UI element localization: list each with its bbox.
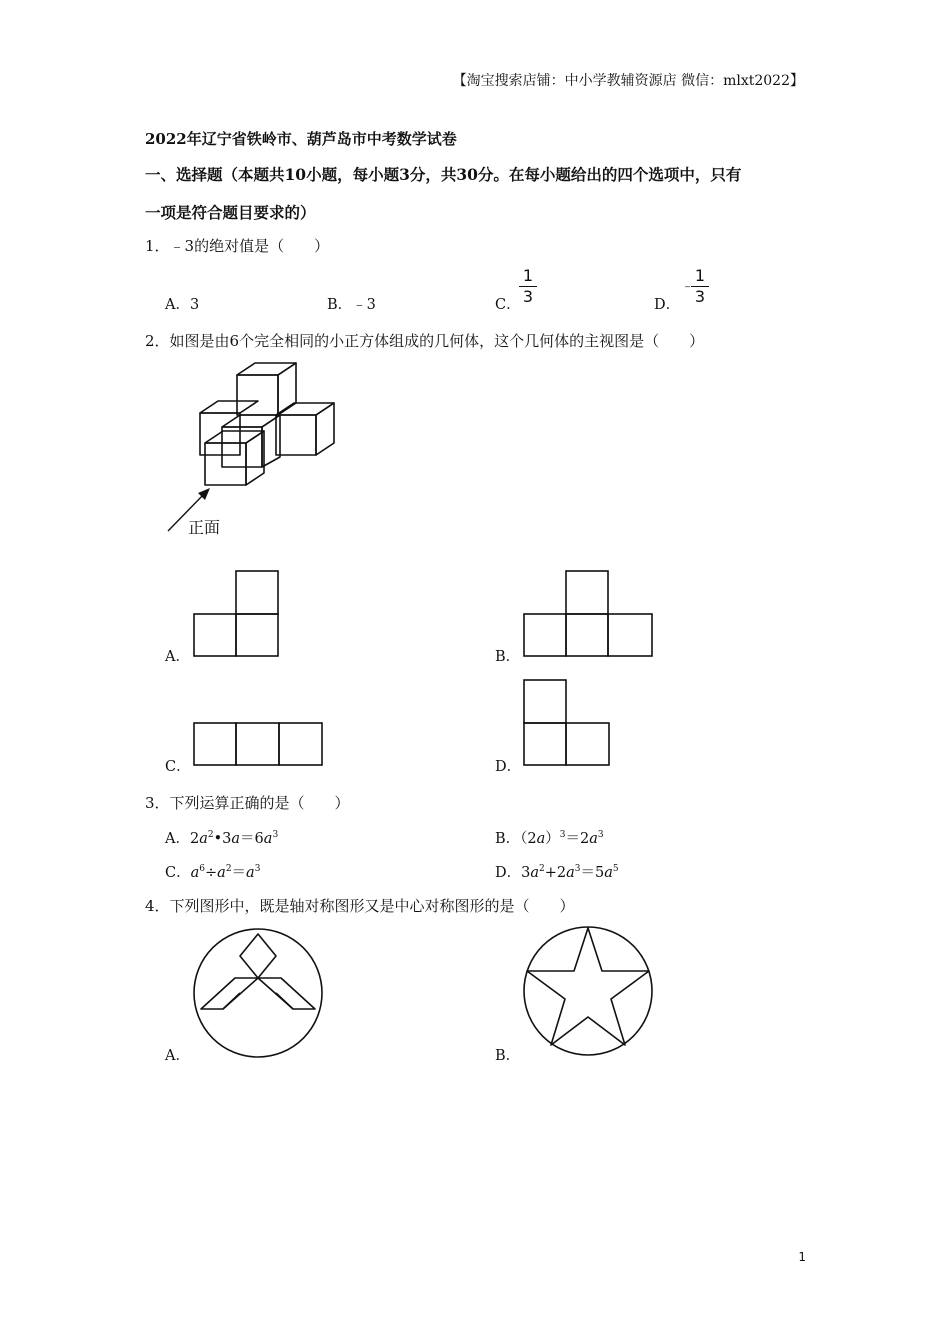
q1-option-c-fraction	[519, 267, 537, 306]
q4-option-b-label: B．	[495, 1048, 521, 1064]
q2-option-b-label: B．	[495, 649, 521, 665]
q3-option-d: D．$3a^2+2a^3=5a^5$	[495, 864, 619, 881]
page-number: 1	[798, 1250, 806, 1264]
exam-title: 2022年辽宁省铁岭市、葫芦岛市中考数学试卷	[145, 130, 457, 148]
q1-option-b-text: ﹣3	[352, 297, 376, 313]
q1-option-b	[327, 293, 376, 314]
q2-option-b-figure	[523, 570, 655, 658]
q1-option-a-label: A．	[165, 297, 190, 313]
section-heading-line2: 一项是符合题目要求的）	[145, 203, 316, 222]
q2-option-d-figure	[523, 679, 613, 767]
q2-option-c-label: C．	[165, 759, 191, 775]
q2-option-a-label: A．	[165, 649, 190, 665]
q1-option-a-text: 3	[189, 297, 200, 313]
q3-option-b: B．$(2a)^3=2a^3$	[495, 830, 604, 847]
q4-option-b-figure	[522, 925, 654, 1057]
section-heading-line1: 一、选择题（本题共10小题，每小题3分，共30分。在每小题给出的四个选项中，只有	[145, 165, 742, 184]
q3-option-b-label: B．	[495, 831, 521, 847]
question-3-stem: 3．下列运算正确的是（ ）	[145, 794, 350, 812]
question-2-stem: 2．如图是由6个完全相同的小正方体组成的几何体，这个几何体的主视图是（ ）	[145, 332, 705, 350]
q3-option-c: C．$a^6\div a^2=a^3$	[165, 864, 261, 881]
fraction-numerator: 1	[694, 266, 706, 285]
q1-option-d-sign: ﹣	[681, 279, 695, 294]
q3-option-a: A．$2a^2•3a=6a^3$	[165, 830, 279, 847]
q4-option-a-label: A．	[165, 1048, 190, 1064]
fraction-denominator: 3	[694, 287, 706, 306]
q1-option-d-label: D．	[654, 297, 681, 313]
question-1-stem: 1．﹣3的绝对值是（ ）	[145, 237, 330, 255]
q2-option-c-figure	[193, 722, 325, 767]
q4-option-a-figure	[192, 927, 324, 1059]
q1-option-b-label: B．	[327, 297, 353, 313]
front-label: 正面	[188, 518, 221, 537]
q1-option-a	[165, 293, 199, 314]
fraction-numerator: 1	[522, 266, 534, 285]
fraction-denominator: 3	[522, 287, 534, 306]
header-note: 【淘宝搜索店铺：中小学教辅资源店 微信：mlxt2022】	[452, 73, 804, 89]
q3-option-d-label: D．	[495, 865, 522, 881]
q1-option-c-label: C．	[495, 297, 521, 313]
q1-option-d-fraction	[691, 267, 709, 306]
q2-option-d-label: D．	[495, 759, 522, 775]
q2-option-a-figure	[193, 570, 281, 658]
q3-option-c-label: C．	[165, 865, 191, 881]
question-4-stem: 4．下列图形中，既是轴对称图形又是中心对称图形的是（ ）	[145, 897, 575, 915]
q3-option-a-label: A．	[165, 831, 190, 847]
star-icon	[527, 928, 649, 1045]
